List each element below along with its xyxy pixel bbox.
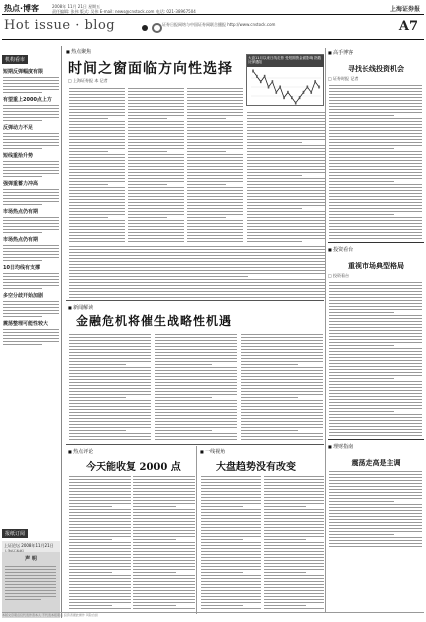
article-2-col-2 — [155, 332, 237, 442]
chart-point — [264, 75, 266, 78]
article-1-col-3 — [187, 86, 243, 244]
second-headline: 金融危机将催生战略性机遇 — [76, 314, 233, 328]
right-headline-2: 重视市场典型格局 — [348, 261, 404, 270]
section-label-blog: ■ 高手博客 — [328, 49, 424, 56]
right-column — [328, 48, 424, 618]
article-2-col-1 — [69, 332, 151, 442]
chart-point — [310, 91, 312, 94]
sidebar-item-text — [3, 245, 59, 261]
sidebar-item-title: 震荡整理可能性较大 — [3, 321, 49, 327]
sidebar-item-title: 市场热点仍有期 — [3, 237, 39, 243]
right-byline-1: □ 证券时报 记者 — [328, 76, 359, 81]
page-number: A7 — [398, 19, 418, 34]
sidebar-item-title: 多空分歧开始加剧 — [3, 293, 44, 299]
sidebar-item-title: 有望重上2000点上方 — [3, 97, 52, 103]
third-headline: 今天能收复 2000 点 — [86, 462, 181, 473]
section-name: 热点·博客 — [4, 4, 40, 13]
sidebar-item-text — [3, 301, 59, 317]
section-label-news: ■ 新闻解读 — [68, 304, 93, 311]
sidebar-item-text — [3, 329, 59, 345]
notice-text — [3, 562, 58, 604]
column-divider — [196, 446, 197, 614]
header-subline: 证券日报网络与中国证券网联合播报 http://www.cnstock.com — [162, 22, 276, 27]
index-line-chart — [251, 69, 321, 105]
chart-point — [256, 75, 258, 78]
right-byline-2: □ 投资看台 — [328, 273, 350, 278]
article-2-col-3 — [241, 332, 323, 442]
right-divider-2 — [328, 439, 424, 440]
sidebar-item-text — [3, 133, 59, 149]
right-article-1 — [329, 85, 422, 239]
section-label-invest: ■ 投资看台 — [328, 246, 424, 253]
sidebar-item-title: 强弹重蓄力冲高 — [3, 181, 39, 187]
sidebar-items — [2, 68, 61, 345]
right-column-divider — [325, 48, 326, 612]
circle-logo-icon — [152, 23, 162, 33]
header-date: 2008年 11月 21日 星期五 — [52, 4, 101, 9]
chart-box — [246, 54, 324, 106]
subscribe-text: 上证论坛 2008年11月21日 — [4, 543, 54, 548]
chart-point — [283, 96, 285, 99]
page-header — [2, 2, 424, 44]
section-label-focus: ■ 热点聚焦 — [66, 48, 324, 55]
sidebar-item-text — [3, 189, 59, 205]
chart-point — [279, 86, 281, 89]
paper-name: 上海证券报 — [389, 6, 420, 13]
chart-point — [272, 80, 274, 83]
section-label-finance: ■ 理财指南 — [328, 443, 424, 450]
brand-title: Hot issue · blog — [4, 18, 116, 33]
notice-title: 声 明 — [25, 556, 37, 562]
chart-point — [307, 86, 309, 89]
sidebar-item-text — [3, 217, 59, 233]
header-top-bar — [2, 2, 424, 14]
sidebar-item-title: 短期反弹幅度有限 — [3, 69, 44, 75]
chart-point — [275, 91, 277, 94]
chart-point — [291, 96, 293, 99]
article-4-col-2 — [264, 474, 324, 611]
right-headline-1: 寻找长线投资机会 — [348, 64, 404, 73]
chart-point — [287, 91, 289, 94]
sidebar-item-title: 10日均线有支撑 — [3, 265, 40, 271]
right-article-3 — [329, 471, 422, 547]
main-column — [66, 48, 324, 616]
notice-box — [2, 552, 60, 618]
sidebar-item-text — [3, 105, 59, 121]
article-3-col-1 — [69, 474, 131, 611]
right-article-2 — [329, 282, 422, 436]
main-headline: 时间之窗面临方向性选择 — [68, 61, 233, 77]
chart-point — [252, 70, 254, 73]
footer-note: 本版文章观点仅代表作者本人 不代表本报观点 投资者据此操作 风险自担 — [2, 612, 424, 618]
article-4-col-1 — [201, 474, 261, 611]
chart-point — [299, 96, 301, 99]
chart-caption: 大盘11月以来日线走势 受短期资金面影响 指数反弹遇阻 — [247, 55, 324, 67]
header-meta — [52, 4, 196, 14]
header-banner — [2, 14, 424, 40]
sidebar-item-text — [3, 161, 59, 177]
chart-point — [303, 91, 305, 94]
sidebar-item-title: 短线重拾升势 — [3, 153, 34, 159]
sidebar-item-text — [3, 77, 59, 93]
article-1-tail — [69, 244, 325, 300]
section-divider — [66, 300, 324, 301]
chart-point — [268, 86, 270, 89]
header-editors: 责任编辑: 张伟 版式: 吴伟 E-mail: news@cnstock.com 电话: 021-38967504 — [52, 9, 196, 14]
right-headline-3: 震荡走高是主调 — [351, 458, 401, 467]
article-1-col-4 — [247, 110, 325, 244]
main-byline: □ 上海证券报 本 记者 — [68, 78, 108, 83]
chart-point — [295, 102, 297, 105]
chart-point — [318, 86, 320, 89]
article-1-col-1 — [69, 86, 125, 244]
sidebar-tab: 机构看市 — [2, 55, 28, 64]
chart-point — [314, 80, 316, 83]
right-divider-1 — [328, 242, 424, 243]
article-1-col-2 — [128, 86, 184, 244]
section-label-comment: ■ 热点评论 — [68, 448, 93, 455]
sidebar-item-title: 反弹动力不足 — [3, 125, 34, 131]
sidebar-item-text — [3, 273, 59, 289]
fourth-headline: 大盘趋势没有改变 — [216, 462, 296, 473]
article-3-col-2 — [133, 474, 195, 611]
subscribe-tab: 报纸订阅 — [2, 529, 28, 538]
left-sidebar — [2, 46, 62, 618]
sidebar-item-title: 市场热点仍有期 — [3, 209, 39, 215]
bullet-icon — [142, 25, 148, 31]
chart-point — [260, 80, 262, 83]
section-label-view: ■ 一线视角 — [200, 448, 225, 455]
section-divider-2 — [66, 444, 324, 445]
